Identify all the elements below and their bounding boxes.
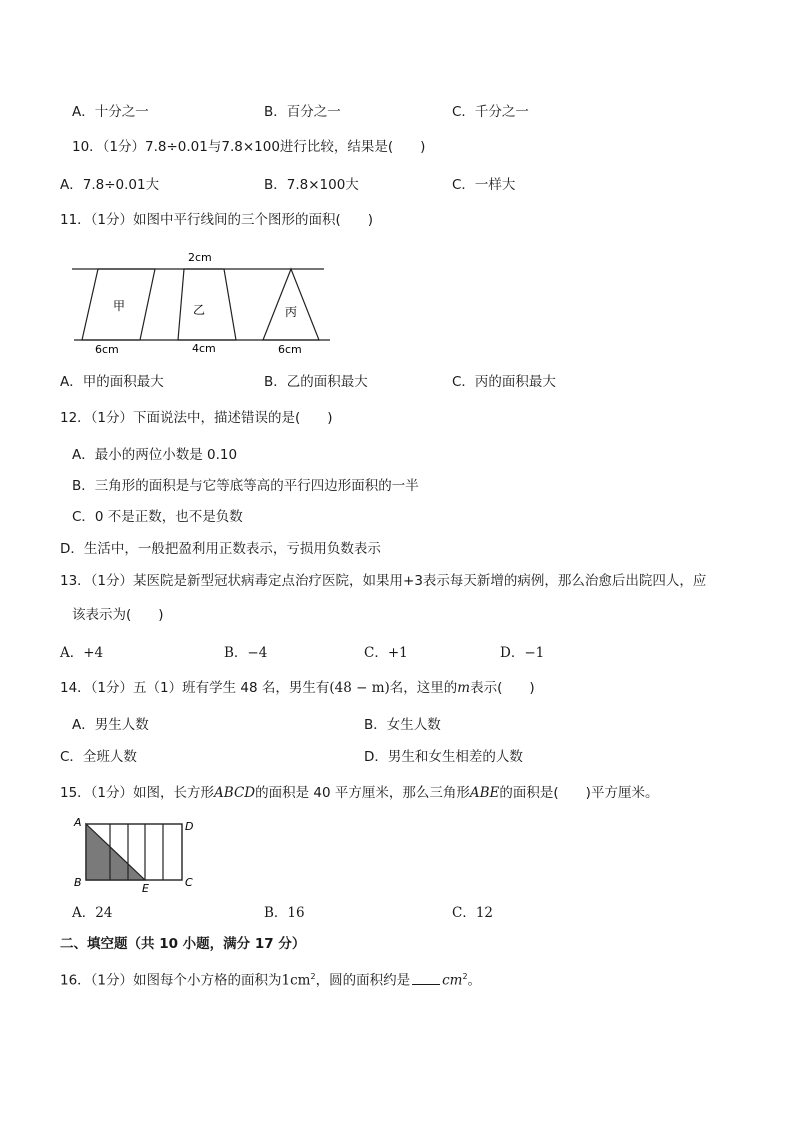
vertex-b: B — [74, 876, 82, 889]
q16-stem-end: 。 — [467, 972, 482, 989]
q10-option-b[interactable]: B．7.8×100大 — [264, 177, 359, 193]
q14-stem — [60, 679, 535, 697]
q12-option-c[interactable]: C．0 不是正数，也不是负数 — [72, 509, 243, 525]
vertex-a: A — [74, 816, 82, 829]
triangle-abe-shaded — [86, 824, 145, 880]
q16-stem — [60, 968, 481, 990]
q13-option-a[interactable]: A．+4 — [60, 645, 104, 661]
q9-option-a[interactable]: A．十分之一 — [72, 104, 149, 120]
q13-stem-line1: 13．（1分）某医院是新型冠状病毒定点治疗医院，如果用+3表示每天新增的病例，那么治愈后出院四人，应 — [60, 573, 707, 589]
q12-stem: 12．（1分）下面说法中，描述错误的是( ) — [60, 410, 333, 426]
q13-stem-line2: 该表示为( ) — [72, 607, 164, 623]
q10-stem: 10．（1分）7.8÷0.01与7.8×100进行比较，结果是( ) — [72, 139, 426, 155]
shape-yi-trapezoid — [178, 269, 236, 340]
label-jia: 甲 — [113, 299, 126, 313]
label-bottom-4cm: 4cm — [192, 342, 216, 355]
q9-option-c[interactable]: C．千分之一 — [452, 104, 529, 120]
q14-option-a[interactable]: A．男生人数 — [72, 717, 149, 733]
label-bing: 丙 — [285, 305, 298, 319]
q15-option-a[interactable]: A．24 — [72, 905, 113, 921]
label-yi: 乙 — [193, 303, 206, 317]
q14-option-b[interactable]: B．女生人数 — [364, 717, 441, 733]
q11-parallel-lines-figure — [60, 245, 340, 360]
label-bottom-6cm-1: 6cm — [95, 343, 119, 356]
vertex-c: C — [185, 876, 193, 889]
vertex-e: E — [142, 882, 149, 894]
q12-option-d[interactable]: D．生活中，一般把盈利用正数表示，亏损用负数表示 — [60, 541, 381, 557]
q15-stem-mid: 的面积是 40 平方厘米，那么三角形 — [255, 785, 470, 801]
q14-stem-pre: 14．（1分）五（1）班有学生 48 名，男生有 — [60, 680, 330, 696]
q16-unit1: 1cm — [281, 972, 311, 989]
q16-unit1-sup: 2 — [310, 972, 316, 981]
q15-stem-rect: ABCD — [214, 785, 256, 801]
q15-stem-pre: 15．（1分）如图，长方形 — [60, 785, 215, 801]
q16-answer-blank[interactable] — [412, 972, 440, 985]
q16-stem-mid: ，圆的面积约是 — [315, 972, 411, 989]
section-2-heading: 二、填空题（共 10 小题，满分 17 分） — [60, 936, 306, 952]
q11-stem: 11．（1分）如图中平行线间的三个图形的面积( ) — [60, 212, 374, 228]
q10-option-a[interactable]: A．7.8÷0.01大 — [60, 177, 160, 193]
q11-option-a[interactable]: A．甲的面积最大 — [60, 374, 164, 390]
q11-option-c[interactable]: C．丙的面积最大 — [452, 374, 556, 390]
q16-unit2: cm — [442, 972, 463, 989]
q15-option-b[interactable]: B．16 — [264, 905, 305, 921]
label-top-2cm: 2cm — [188, 251, 212, 264]
q14-stem-var: m — [457, 680, 471, 696]
q15-option-c[interactable]: C．12 — [452, 905, 494, 921]
vertex-d: D — [185, 820, 194, 833]
q13-option-c[interactable]: C．+1 — [364, 645, 408, 661]
q14-stem-post: 表示( ) — [470, 680, 535, 696]
q15-stem-post: 的面积是( )平方厘米。 — [499, 785, 659, 801]
q15-rectangle-figure — [70, 814, 210, 894]
q14-option-d[interactable]: D．男生和女生相差的人数 — [364, 749, 523, 765]
q14-option-c[interactable]: C．全班人数 — [60, 749, 137, 765]
q16-unit2-sup: 2 — [462, 972, 468, 981]
q15-stem-tri: ABE — [469, 785, 500, 801]
q13-option-b[interactable]: B．−4 — [224, 645, 268, 661]
q10-option-c[interactable]: C．一样大 — [452, 177, 516, 193]
q13-option-d[interactable]: D．−1 — [500, 645, 545, 661]
q14-stem-mid: 名，这里的 — [389, 680, 458, 696]
q14-stem-expr: (48 − m) — [329, 680, 390, 696]
q16-stem-pre: 16．（1分）如图每个小方格的面积为 — [60, 972, 282, 989]
q12-option-b[interactable]: B．三角形的面积是与它等底等高的平行四边形面积的一半 — [72, 478, 419, 494]
q11-option-b[interactable]: B．乙的面积最大 — [264, 374, 368, 390]
q9-option-b[interactable]: B．百分之一 — [264, 104, 341, 120]
q15-stem — [60, 784, 658, 802]
label-bottom-6cm-2: 6cm — [278, 343, 302, 356]
q12-option-a[interactable]: A．最小的两位小数是 0.10 — [72, 447, 238, 463]
